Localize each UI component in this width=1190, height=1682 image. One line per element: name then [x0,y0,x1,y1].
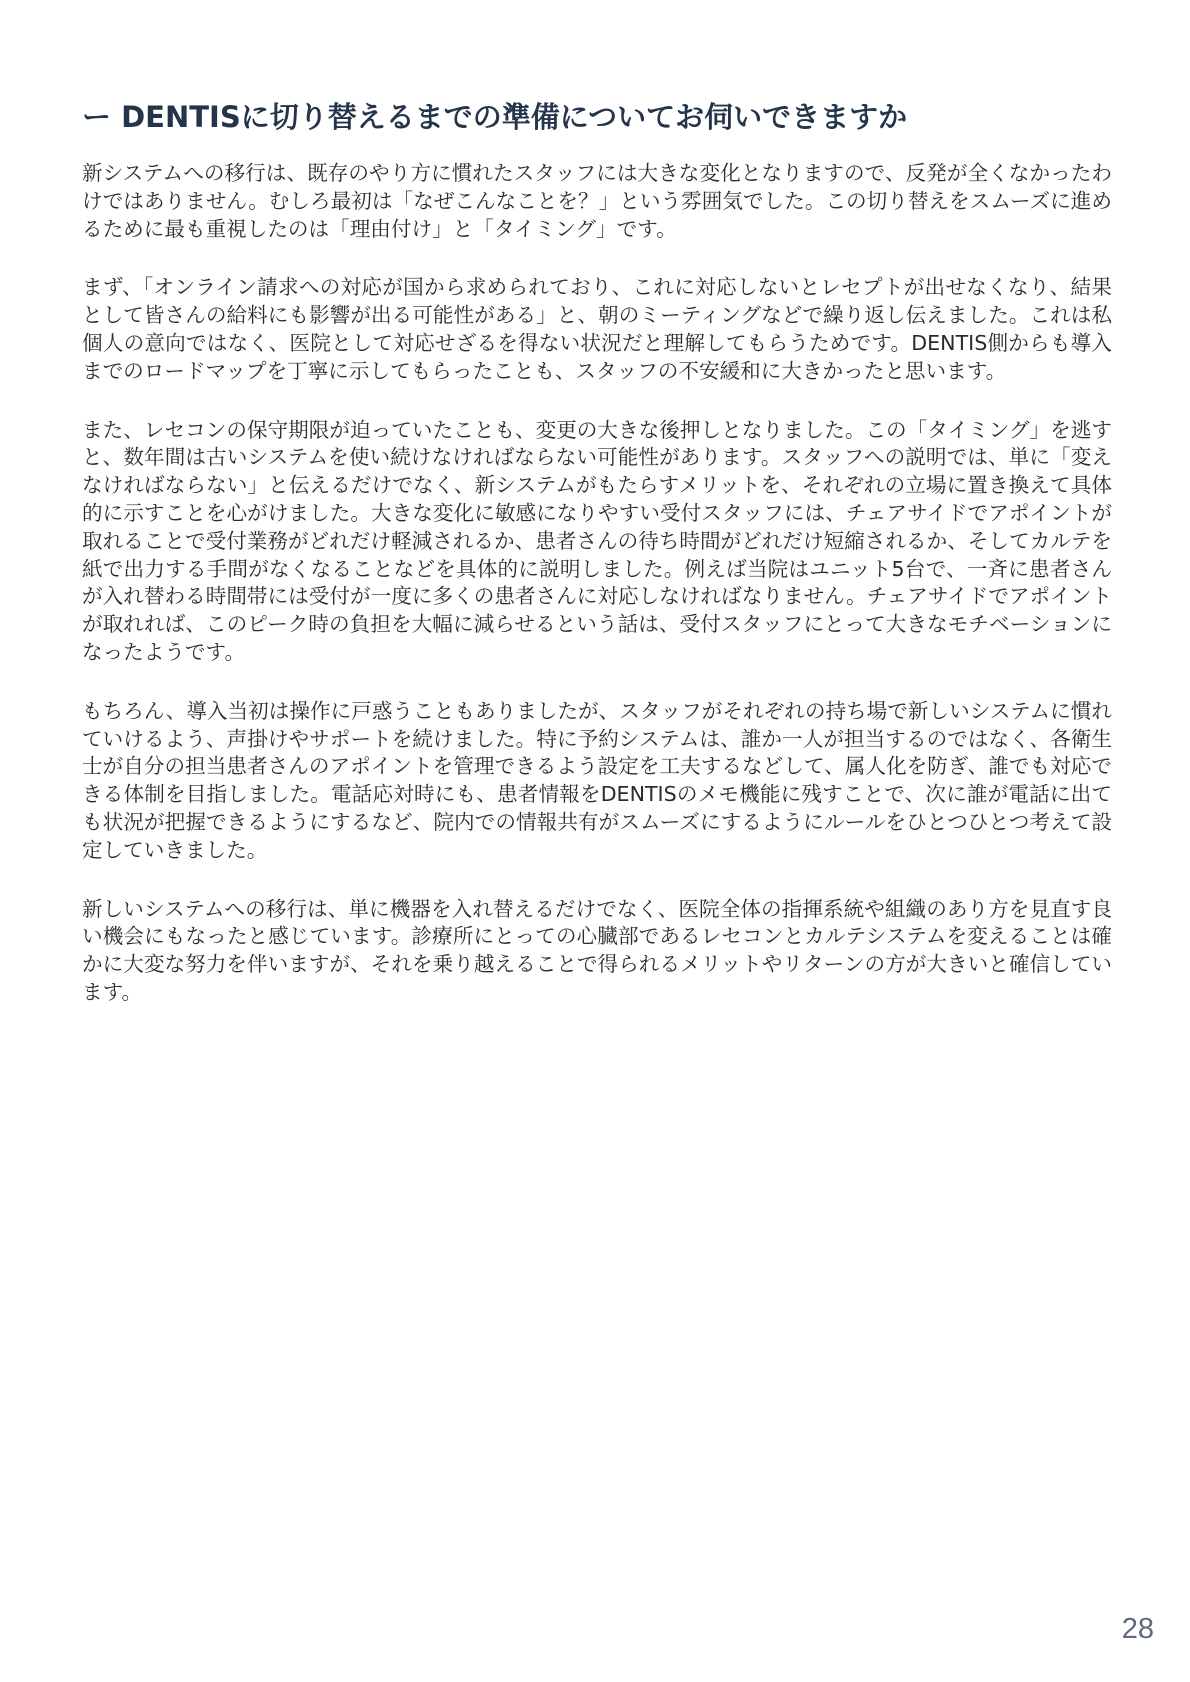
paragraph-4: もちろん、導入当初は操作に戸惑うこともありましたが、スタッフがそれぞれの持ち場で新しいシステムに慣れていけるよう、声掛けやサポートを続けました。特に予約システムは、誰か一人が担当するのではなく、各衛生士が自分の担当患者さんのアポイントを管理できるよう設定を工夫するなどして、属人化を防ぎ、誰でも対応できる体制を目指しました。電話応対時にも、患者情報をDENTISのメモ機能に残すことで、次に誰が電話に出ても状況が把握できるようにするなど、院内での情報共有がスムーズにするようにルールをひとつひとつ考えて設定していきました。 [82,698,1112,862]
paragraph-5: 新しいシステムへの移行は、単に機器を入れ替えるだけでなく、医院全体の指揮系統や組織のあり方を見直す良い機会にもなったと感じています。診療所にとっての心臓部であるレセコンとカルテシステムを変えることは確かに大変な努力を伴いますが、それを乗り越えることで得られるメリットやリターンの方が大きいと確信しています。 [82,896,1112,1004]
paragraph-3: また、レセコンの保守期限が迫っていたことも、変更の大きな後押しとなりました。この「タイミング」を逃すと、数年間は古いシステムを使い続けなければならない可能性があります。スタッフへの説明では、単に「変えなければならない」と伝えるだけでなく、新システムがもたらすメリットを、それぞれの立場に置き換えて具体的に示すことを心がけました。大きな変化に敏感になりやすい受付スタッフには、チェアサイドでアポイントが取れることで受付業務がどれだけ軽減されるか、患者さんの待ち時間がどれだけ短縮されるか、そしてカルテを紙で出力する手間がなくなることなどを具体的に説明しました。例えば当院はユニット5台で、一斉に患者さんが入れ替わる時間帯には受付が一度に多くの患者さんに対応しなければなりません。チェアサイドでアポイントが取れれば、このピーク時の負担を大幅に減らせるという話は、受付スタッフにとって大きなモチベーションになったようです。 [82,417,1112,664]
page-number: 28 [1121,1613,1154,1645]
section-heading: ー DENTISに切り替えるまでの準備についてお伺いできますか [82,100,908,134]
paragraph-2: まず、「オンライン請求への対応が国から求められており、これに対応しないとレセプトが出せなくなり、結果として皆さんの給料にも影響が出る可能性がある」と、朝のミーティングなどで繰り返し伝えました。これは私個人の意向ではなく、医院として対応せざるを得ない状況だと理解してもらうためです。DENTIS側からも導入までのロードマップを丁寧に示してもらったことも、スタッフの不安緩和に大きかったと思います。 [82,275,1112,383]
article-body [82,160,1112,1038]
paragraph-1: 新システムへの移行は、既存のやり方に慣れたスタッフには大きな変化となりますので、反発が全くなかったわけではありません。むしろ最初は「なぜこんなことを？」という雰囲気でした。この切り替えをスムーズに進めるために最も重視したのは「理由付け」と「タイミング」です。 [82,161,1112,241]
